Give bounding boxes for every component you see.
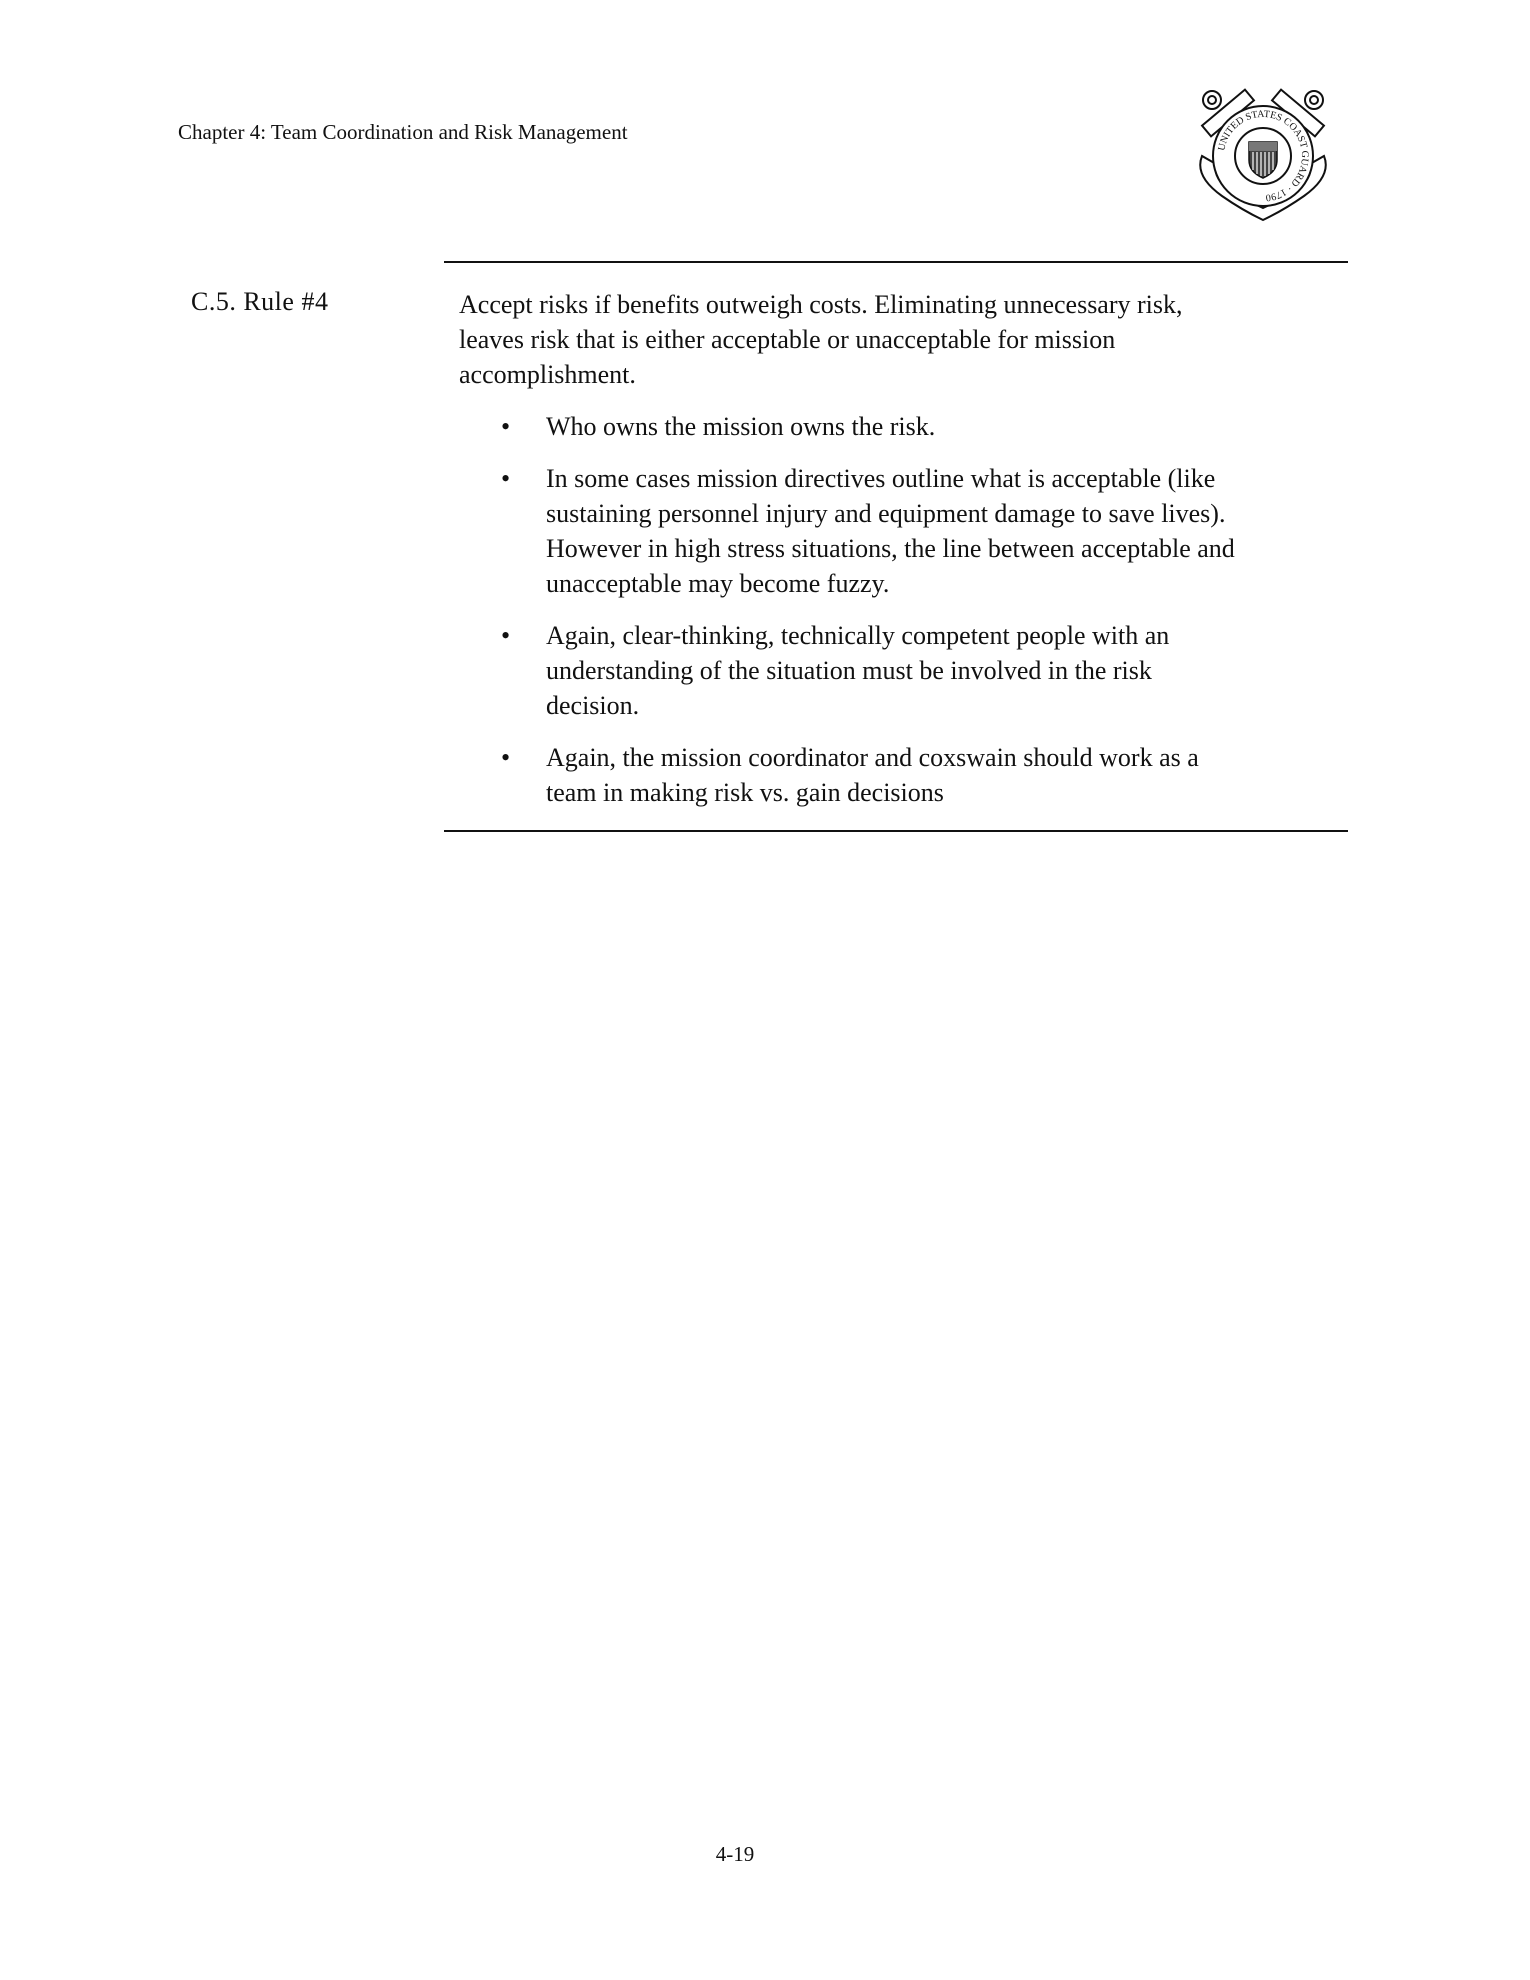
bullet-icon: • [501, 621, 511, 650]
list-item [459, 461, 1339, 601]
bullet-list [459, 409, 1339, 810]
list-item [459, 740, 1339, 810]
bottom-divider [444, 830, 1348, 832]
list-item [459, 409, 1339, 444]
text-line: However in high stress situations, the line between acceptable and [546, 534, 1235, 563]
svg-text:UNITED STATES COAST GUARD · 17: UNITED STATES COAST GUARD · 1790 [1216, 108, 1311, 203]
top-divider [444, 261, 1348, 263]
bullet-icon: • [501, 464, 511, 493]
bullet-icon: • [501, 743, 511, 772]
bullet-icon: • [501, 412, 511, 441]
text-line: understanding of the situation must be involved in the risk [546, 656, 1152, 685]
running-header: Chapter 4: Team Coordination and Risk Management [178, 120, 628, 144]
text-line: leaves risk that is either acceptable or unacceptable for mission [459, 325, 1116, 354]
text-line: Accept risks if benefits outweigh costs. Eliminating unnecessary risk, [459, 290, 1183, 319]
text-line: sustaining personnel injury and equipment damage to save lives). [546, 499, 1226, 528]
text-line: In some cases mission directives outline what is acceptable (like [546, 464, 1216, 493]
text-line: Who owns the mission owns the risk. [546, 412, 936, 441]
text-line: team in making risk vs. gain decisions [546, 778, 944, 807]
text-line: Again, clear-thinking, technically competent people with an [546, 621, 1170, 650]
coast-guard-seal-logo [1192, 86, 1334, 224]
text-line: unacceptable may become fuzzy. [546, 569, 890, 598]
page-number: 4-19 [715, 1842, 755, 1866]
intro-paragraph [459, 287, 1339, 392]
text-line: decision. [546, 691, 640, 720]
section-label: C.5. Rule #4 [191, 287, 329, 316]
text-line: Again, the mission coordinator and coxswain should work as a [546, 743, 1199, 772]
section-body [459, 287, 1339, 827]
list-item [459, 618, 1339, 723]
text-line: accomplishment. [459, 360, 636, 389]
